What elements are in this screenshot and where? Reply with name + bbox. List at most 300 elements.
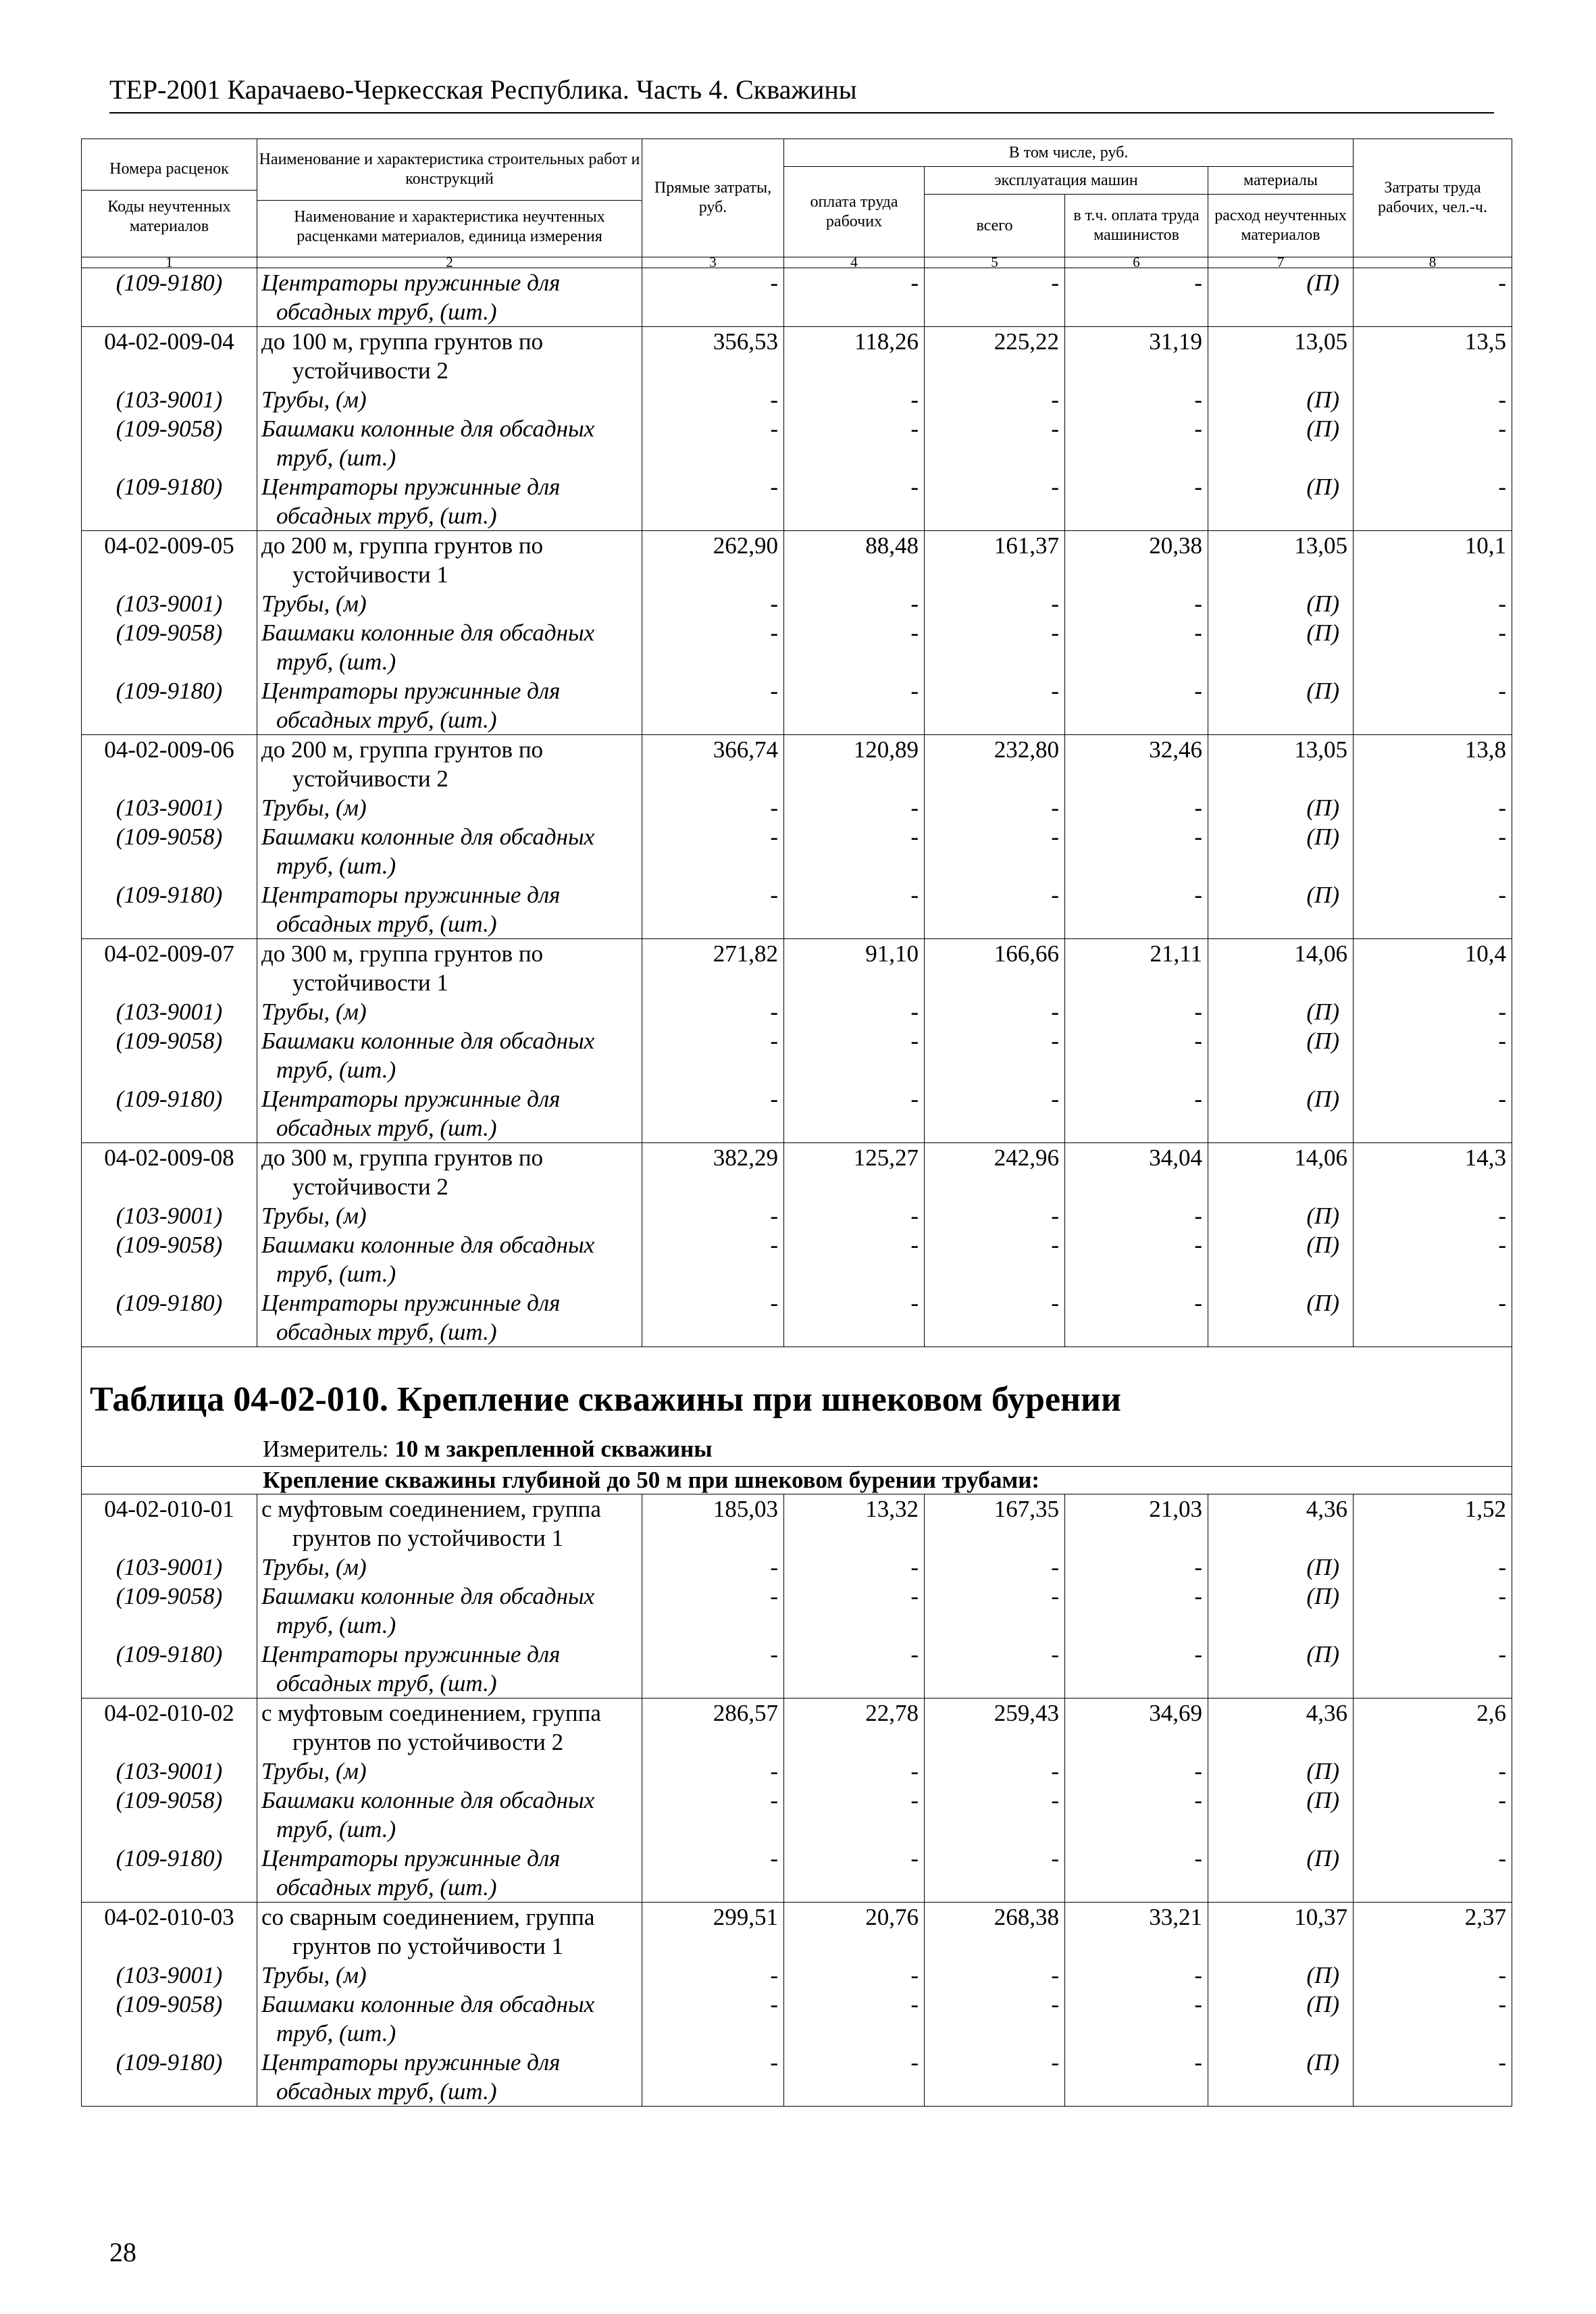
- material-row: [82, 1844, 1512, 1903]
- row-code: 04-02-009-04: [82, 327, 257, 386]
- row-labor-pay: 22,78: [784, 1699, 925, 1757]
- row-direct-cost: -: [642, 1288, 784, 1347]
- header-incl: В том числе, руб.: [784, 139, 1354, 167]
- row-labor-pay: 118,26: [784, 327, 925, 386]
- row-labor-cost: -: [1354, 1084, 1512, 1143]
- table-header: [82, 139, 1512, 268]
- row-code: (109-9180): [82, 2048, 257, 2107]
- row-machine-total: -: [925, 472, 1065, 531]
- material-row: [82, 589, 1512, 618]
- row-labor-cost: -: [1354, 1844, 1512, 1903]
- row-machine-operator-pay: -: [1065, 1553, 1208, 1582]
- row-labor-cost: -: [1354, 1990, 1512, 2048]
- page-number: 28: [109, 2237, 136, 2267]
- row-machine-operator-pay: -: [1065, 589, 1208, 618]
- col-num-5: 5: [925, 257, 1065, 268]
- row-materials: 4,36: [1208, 1699, 1354, 1757]
- material-row: [82, 822, 1512, 880]
- header-rule: [109, 112, 1494, 114]
- material-row: [82, 268, 1512, 327]
- row-machine-operator-pay: -: [1065, 1084, 1208, 1143]
- row-code: (103-9001): [82, 1961, 257, 1990]
- header-mat-use: расход неучтенных материалов: [1208, 195, 1354, 257]
- col-num-4: 4: [784, 257, 925, 268]
- row-labor-pay: -: [784, 880, 925, 939]
- material-row: [82, 618, 1512, 676]
- row-labor-pay: -: [784, 1844, 925, 1903]
- material-row: [82, 1201, 1512, 1230]
- row-machine-total: 268,38: [925, 1903, 1065, 1961]
- row-machine-operator-pay: -: [1065, 2048, 1208, 2107]
- row-materials: (П): [1208, 1084, 1354, 1143]
- row-name: Трубы, (м): [257, 1553, 642, 1582]
- row-name: Центраторы пружинные для обсадных труб, (шт.): [257, 676, 642, 735]
- row-name: с муфтовым соединением, группа грунтов по устойчивости 2: [257, 1699, 642, 1757]
- row-labor-cost: -: [1354, 472, 1512, 531]
- row-machine-operator-pay: 33,21: [1065, 1903, 1208, 1961]
- row-direct-cost: -: [642, 1640, 784, 1699]
- header-mach-total: всего: [925, 195, 1065, 257]
- row-labor-pay: 91,10: [784, 939, 925, 998]
- header-labor-pay: оплата труда рабочих: [784, 167, 925, 257]
- row-labor-pay: -: [784, 1230, 925, 1288]
- row-direct-cost: 356,53: [642, 327, 784, 386]
- header-codes-bottom: Коды неучтенных материалов: [107, 198, 231, 235]
- row-name: Трубы, (м): [257, 1201, 642, 1230]
- row-materials: (П): [1208, 385, 1354, 414]
- row-direct-cost: 366,74: [642, 735, 784, 794]
- row-code: (109-9180): [82, 880, 257, 939]
- row-labor-pay: 20,76: [784, 1903, 925, 1961]
- row-name: Башмаки колонные для обсадных труб, (шт.): [257, 1990, 642, 2048]
- row-labor-pay: -: [784, 1757, 925, 1786]
- material-row: [82, 414, 1512, 472]
- row-name: Трубы, (м): [257, 385, 642, 414]
- row-machine-operator-pay: -: [1065, 414, 1208, 472]
- row-machine-operator-pay: -: [1065, 997, 1208, 1026]
- col-num-6: 6: [1065, 257, 1208, 268]
- table-body-04-02-009: [82, 268, 1512, 1347]
- row-machine-operator-pay: 31,19: [1065, 327, 1208, 386]
- row-code: (109-9180): [82, 676, 257, 735]
- row-code: (109-9180): [82, 268, 257, 327]
- table-subheading: [82, 1467, 1512, 1494]
- row-machine-operator-pay: -: [1065, 1844, 1208, 1903]
- row-materials: 13,05: [1208, 327, 1354, 386]
- row-labor-cost: -: [1354, 589, 1512, 618]
- material-row: [82, 880, 1512, 939]
- row-name: до 300 м, группа грунтов по устойчивости 2: [257, 1143, 642, 1202]
- row-code: (109-9058): [82, 1582, 257, 1640]
- table-body-04-02-010: [82, 1494, 1512, 2107]
- row-machine-total: -: [925, 1582, 1065, 1640]
- row-code: (109-9058): [82, 1026, 257, 1084]
- table-title: Таблица 04-02-010. Крепление скважины при шнековом бурении: [90, 1380, 1121, 1419]
- row-direct-cost: -: [642, 822, 784, 880]
- row-direct-cost: -: [642, 1201, 784, 1230]
- row-code: (109-9058): [82, 1230, 257, 1288]
- row-materials: (П): [1208, 1553, 1354, 1582]
- table-04-02-010-caption: [82, 1347, 1512, 1494]
- row-code: 04-02-009-07: [82, 939, 257, 998]
- row-name: Башмаки колонные для обсадных труб, (шт.): [257, 1230, 642, 1288]
- row-machine-total: -: [925, 385, 1065, 414]
- rate-row: [82, 1903, 1512, 1961]
- row-name: с муфтовым соединением, группа грунтов по устойчивости 1: [257, 1494, 642, 1553]
- row-materials: (П): [1208, 676, 1354, 735]
- row-labor-pay: -: [784, 1201, 925, 1230]
- row-machine-operator-pay: -: [1065, 472, 1208, 531]
- row-materials: (П): [1208, 1026, 1354, 1084]
- row-name: Центраторы пружинные для обсадных труб, (шт.): [257, 1640, 642, 1699]
- row-labor-cost: -: [1354, 822, 1512, 880]
- row-labor-cost: -: [1354, 1961, 1512, 1990]
- row-name: Башмаки колонные для обсадных труб, (шт.): [257, 414, 642, 472]
- row-labor-cost: -: [1354, 1553, 1512, 1582]
- row-code: 04-02-009-06: [82, 735, 257, 794]
- row-materials: (П): [1208, 2048, 1354, 2107]
- row-labor-pay: -: [784, 1288, 925, 1347]
- row-machine-total: -: [925, 1084, 1065, 1143]
- row-machine-total: -: [925, 822, 1065, 880]
- row-labor-pay: -: [784, 1553, 925, 1582]
- subheading-text: Крепление скважины глубиной до 50 м при шнековом бурении трубами:: [263, 1467, 1040, 1493]
- row-direct-cost: 382,29: [642, 1143, 784, 1202]
- row-machine-operator-pay: -: [1065, 1757, 1208, 1786]
- row-direct-cost: -: [642, 1961, 784, 1990]
- row-machine-operator-pay: 21,11: [1065, 939, 1208, 998]
- row-code: (103-9001): [82, 1757, 257, 1786]
- rate-row: [82, 1494, 1512, 1553]
- material-row: [82, 676, 1512, 735]
- row-labor-pay: 88,48: [784, 531, 925, 590]
- row-direct-cost: -: [642, 1757, 784, 1786]
- row-machine-total: -: [925, 1288, 1065, 1347]
- row-code: 04-02-010-02: [82, 1699, 257, 1757]
- row-labor-pay: -: [784, 618, 925, 676]
- row-materials: 13,05: [1208, 531, 1354, 590]
- row-machine-operator-pay: -: [1065, 822, 1208, 880]
- row-labor-cost: -: [1354, 997, 1512, 1026]
- row-materials: (П): [1208, 822, 1354, 880]
- row-materials: (П): [1208, 880, 1354, 939]
- row-code: (109-9058): [82, 618, 257, 676]
- row-code: 04-02-010-03: [82, 1903, 257, 1961]
- row-machine-total: -: [925, 1757, 1065, 1786]
- row-machine-operator-pay: -: [1065, 1026, 1208, 1084]
- row-machine-operator-pay: -: [1065, 1990, 1208, 2048]
- row-labor-cost: -: [1354, 2048, 1512, 2107]
- row-labor-cost: -: [1354, 414, 1512, 472]
- row-code: (103-9001): [82, 997, 257, 1026]
- row-name: Центраторы пружинные для обсадных труб, (шт.): [257, 1288, 642, 1347]
- row-labor-cost: -: [1354, 1230, 1512, 1288]
- row-machine-total: -: [925, 2048, 1065, 2107]
- page-header: ТЕР-2001 Карачаево-Черкесская Республика. Часть 4. Скважины: [109, 74, 857, 105]
- row-name: Трубы, (м): [257, 793, 642, 822]
- header-codes: [82, 139, 257, 257]
- row-labor-cost: 1,52: [1354, 1494, 1512, 1553]
- row-materials: 13,05: [1208, 735, 1354, 794]
- row-machine-operator-pay: 21,03: [1065, 1494, 1208, 1553]
- row-labor-cost: -: [1354, 618, 1512, 676]
- row-labor-cost: -: [1354, 793, 1512, 822]
- row-labor-pay: -: [784, 676, 925, 735]
- row-machine-operator-pay: 32,46: [1065, 735, 1208, 794]
- row-direct-cost: -: [642, 385, 784, 414]
- col-num-2: 2: [257, 257, 642, 268]
- row-machine-operator-pay: -: [1065, 268, 1208, 327]
- row-direct-cost: -: [642, 414, 784, 472]
- row-machine-total: 242,96: [925, 1143, 1065, 1202]
- material-row: [82, 1582, 1512, 1640]
- row-machine-total: -: [925, 1786, 1065, 1844]
- row-direct-cost: -: [642, 676, 784, 735]
- row-machine-total: -: [925, 1990, 1065, 2048]
- row-labor-pay: -: [784, 1640, 925, 1699]
- row-labor-pay: 125,27: [784, 1143, 925, 1202]
- row-name: до 200 м, группа грунтов по устойчивости 2: [257, 735, 642, 794]
- row-name: со сварным соединением, группа грунтов по устойчивости 1: [257, 1903, 642, 1961]
- material-row: [82, 1990, 1512, 2048]
- header-labor-cost: Затраты труда рабочих, чел.-ч.: [1354, 139, 1512, 257]
- material-row: [82, 1640, 1512, 1699]
- row-labor-pay: -: [784, 1084, 925, 1143]
- row-code: 04-02-009-08: [82, 1143, 257, 1202]
- row-labor-cost: -: [1354, 880, 1512, 939]
- row-name: до 100 м, группа грунтов по устойчивости 2: [257, 327, 642, 386]
- row-materials: (П): [1208, 793, 1354, 822]
- row-labor-cost: -: [1354, 1288, 1512, 1347]
- rate-row: [82, 1699, 1512, 1757]
- row-labor-cost: 13,5: [1354, 327, 1512, 386]
- row-name: Башмаки колонные для обсадных труб, (шт.): [257, 1026, 642, 1084]
- row-labor-cost: 13,8: [1354, 735, 1512, 794]
- row-machine-total: -: [925, 997, 1065, 1026]
- row-name: Башмаки колонные для обсадных труб, (шт.): [257, 822, 642, 880]
- row-materials: (П): [1208, 1230, 1354, 1288]
- row-machine-total: -: [925, 1553, 1065, 1582]
- col-num-7: 7: [1208, 257, 1354, 268]
- row-machine-operator-pay: -: [1065, 1786, 1208, 1844]
- row-direct-cost: 271,82: [642, 939, 784, 998]
- row-name: Башмаки колонные для обсадных труб, (шт.): [257, 618, 642, 676]
- row-name: Центраторы пружинные для обсадных труб, (шт.): [257, 1084, 642, 1143]
- row-machine-operator-pay: -: [1065, 1288, 1208, 1347]
- row-labor-pay: -: [784, 2048, 925, 2107]
- row-materials: (П): [1208, 1201, 1354, 1230]
- material-row: [82, 1026, 1512, 1084]
- material-row: [82, 793, 1512, 822]
- row-code: (103-9001): [82, 1553, 257, 1582]
- row-labor-cost: 10,1: [1354, 531, 1512, 590]
- material-row: [82, 1230, 1512, 1288]
- row-machine-total: 259,43: [925, 1699, 1065, 1757]
- row-machine-total: 161,37: [925, 531, 1065, 590]
- row-materials: (П): [1208, 472, 1354, 531]
- row-labor-cost: -: [1354, 1786, 1512, 1844]
- header-mach-incl: в т.ч. оплата труда машинистов: [1065, 195, 1208, 257]
- row-name: Трубы, (м): [257, 589, 642, 618]
- material-row: [82, 1553, 1512, 1582]
- row-materials: (П): [1208, 1786, 1354, 1844]
- row-name: Центраторы пружинные для обсадных труб, (шт.): [257, 268, 642, 327]
- row-machine-operator-pay: -: [1065, 1640, 1208, 1699]
- row-labor-pay: -: [784, 1582, 925, 1640]
- row-machine-operator-pay: -: [1065, 618, 1208, 676]
- row-labor-pay: 13,32: [784, 1494, 925, 1553]
- row-machine-total: 225,22: [925, 327, 1065, 386]
- row-direct-cost: -: [642, 1582, 784, 1640]
- row-code: (109-9058): [82, 822, 257, 880]
- rate-row: [82, 531, 1512, 590]
- row-labor-cost: -: [1354, 1640, 1512, 1699]
- row-direct-cost: 299,51: [642, 1903, 784, 1961]
- row-machine-operator-pay: -: [1065, 880, 1208, 939]
- row-machine-total: -: [925, 793, 1065, 822]
- row-name: Башмаки колонные для обсадных труб, (шт.): [257, 1582, 642, 1640]
- row-machine-operator-pay: -: [1065, 793, 1208, 822]
- material-row: [82, 1961, 1512, 1990]
- col-num-8: 8: [1354, 257, 1512, 268]
- row-machine-total: 167,35: [925, 1494, 1065, 1553]
- row-materials: (П): [1208, 589, 1354, 618]
- row-direct-cost: 262,90: [642, 531, 784, 590]
- row-labor-pay: -: [784, 793, 925, 822]
- row-machine-operator-pay: -: [1065, 1230, 1208, 1288]
- material-row: [82, 1288, 1512, 1347]
- row-machine-total: 166,66: [925, 939, 1065, 998]
- row-materials: (П): [1208, 618, 1354, 676]
- rate-row: [82, 1143, 1512, 1202]
- row-code: (109-9180): [82, 1084, 257, 1143]
- row-code: (103-9001): [82, 793, 257, 822]
- row-direct-cost: -: [642, 793, 784, 822]
- material-row: [82, 997, 1512, 1026]
- row-machine-operator-pay: -: [1065, 1201, 1208, 1230]
- row-direct-cost: -: [642, 1990, 784, 2048]
- row-labor-cost: 14,3: [1354, 1143, 1512, 1202]
- row-name: до 200 м, группа грунтов по устойчивости 1: [257, 531, 642, 590]
- row-labor-pay: -: [784, 589, 925, 618]
- row-machine-total: -: [925, 676, 1065, 735]
- row-code: (109-9180): [82, 1288, 257, 1347]
- row-code: (103-9001): [82, 1201, 257, 1230]
- row-direct-cost: -: [642, 1230, 784, 1288]
- col-num-1: 1: [82, 257, 257, 268]
- table-caption-cell: [82, 1347, 1512, 1467]
- measure-value: 10 м закрепленной скважины: [394, 1436, 713, 1462]
- rate-row: [82, 327, 1512, 386]
- material-row: [82, 472, 1512, 531]
- row-materials: 14,06: [1208, 939, 1354, 998]
- header-name-top: Наименование и характеристика строительных работ и конструкций: [259, 150, 640, 188]
- row-direct-cost: -: [642, 997, 784, 1026]
- row-machine-operator-pay: -: [1065, 1961, 1208, 1990]
- row-machine-total: -: [925, 1640, 1065, 1699]
- row-name: Центраторы пружинные для обсадных труб, (шт.): [257, 472, 642, 531]
- row-machine-operator-pay: -: [1065, 676, 1208, 735]
- row-name: Центраторы пружинные для обсадных труб, (шт.): [257, 880, 642, 939]
- row-direct-cost: -: [642, 1026, 784, 1084]
- row-code: 04-02-009-05: [82, 531, 257, 590]
- row-direct-cost: -: [642, 618, 784, 676]
- row-code: (103-9001): [82, 589, 257, 618]
- row-direct-cost: -: [642, 1844, 784, 1903]
- row-machine-total: -: [925, 1026, 1065, 1084]
- row-labor-pay: -: [784, 268, 925, 327]
- header-materials: материалы: [1208, 167, 1354, 195]
- row-machine-total: -: [925, 1230, 1065, 1288]
- row-machine-total: -: [925, 589, 1065, 618]
- row-direct-cost: -: [642, 880, 784, 939]
- material-row: [82, 385, 1512, 414]
- row-machine-operator-pay: 20,38: [1065, 531, 1208, 590]
- row-labor-cost: -: [1354, 676, 1512, 735]
- row-materials: 10,37: [1208, 1903, 1354, 1961]
- row-direct-cost: -: [642, 1553, 784, 1582]
- row-materials: (П): [1208, 997, 1354, 1026]
- row-code: (109-9180): [82, 472, 257, 531]
- row-labor-pay: -: [784, 472, 925, 531]
- row-labor-cost: -: [1354, 1201, 1512, 1230]
- material-row: [82, 2048, 1512, 2107]
- material-row: [82, 1757, 1512, 1786]
- col-num-3: 3: [642, 257, 784, 268]
- row-machine-total: -: [925, 618, 1065, 676]
- row-materials: (П): [1208, 1288, 1354, 1347]
- header-name: [257, 139, 642, 257]
- row-direct-cost: 185,03: [642, 1494, 784, 1553]
- row-materials: (П): [1208, 1640, 1354, 1699]
- row-machine-total: -: [925, 414, 1065, 472]
- row-labor-pay: -: [784, 1786, 925, 1844]
- row-name: Центраторы пружинные для обсадных труб, (шт.): [257, 2048, 642, 2107]
- header-direct: Прямые затраты, руб.: [642, 139, 784, 257]
- row-machine-operator-pay: 34,69: [1065, 1699, 1208, 1757]
- row-direct-cost: -: [642, 589, 784, 618]
- row-labor-pay: -: [784, 1026, 925, 1084]
- row-materials: (П): [1208, 414, 1354, 472]
- header-name-bottom: Наименование и характеристика неучтенных расценками материалов, единица измерения: [294, 207, 605, 245]
- header-codes-top: Номера расценок: [109, 160, 229, 178]
- row-code: (109-9058): [82, 1990, 257, 2048]
- row-machine-total: -: [925, 1844, 1065, 1903]
- row-labor-pay: -: [784, 997, 925, 1026]
- row-labor-cost: 2,6: [1354, 1699, 1512, 1757]
- row-direct-cost: -: [642, 1786, 784, 1844]
- row-labor-cost: -: [1354, 1582, 1512, 1640]
- row-code: (109-9058): [82, 1786, 257, 1844]
- row-code: (109-9180): [82, 1640, 257, 1699]
- row-labor-cost: -: [1354, 385, 1512, 414]
- row-code: (103-9001): [82, 385, 257, 414]
- row-name: до 300 м, группа грунтов по устойчивости 1: [257, 939, 642, 998]
- row-materials: (П): [1208, 1844, 1354, 1903]
- row-materials: (П): [1208, 1961, 1354, 1990]
- row-labor-pay: -: [784, 385, 925, 414]
- row-name: Центраторы пружинные для обсадных труб, (шт.): [257, 1844, 642, 1903]
- row-machine-operator-pay: -: [1065, 1582, 1208, 1640]
- row-labor-pay: -: [784, 1961, 925, 1990]
- row-direct-cost: -: [642, 2048, 784, 2107]
- row-labor-cost: -: [1354, 1026, 1512, 1084]
- row-direct-cost: -: [642, 1084, 784, 1143]
- row-machine-total: -: [925, 1201, 1065, 1230]
- row-labor-cost: -: [1354, 268, 1512, 327]
- row-labor-cost: -: [1354, 1757, 1512, 1786]
- row-machine-total: 232,80: [925, 735, 1065, 794]
